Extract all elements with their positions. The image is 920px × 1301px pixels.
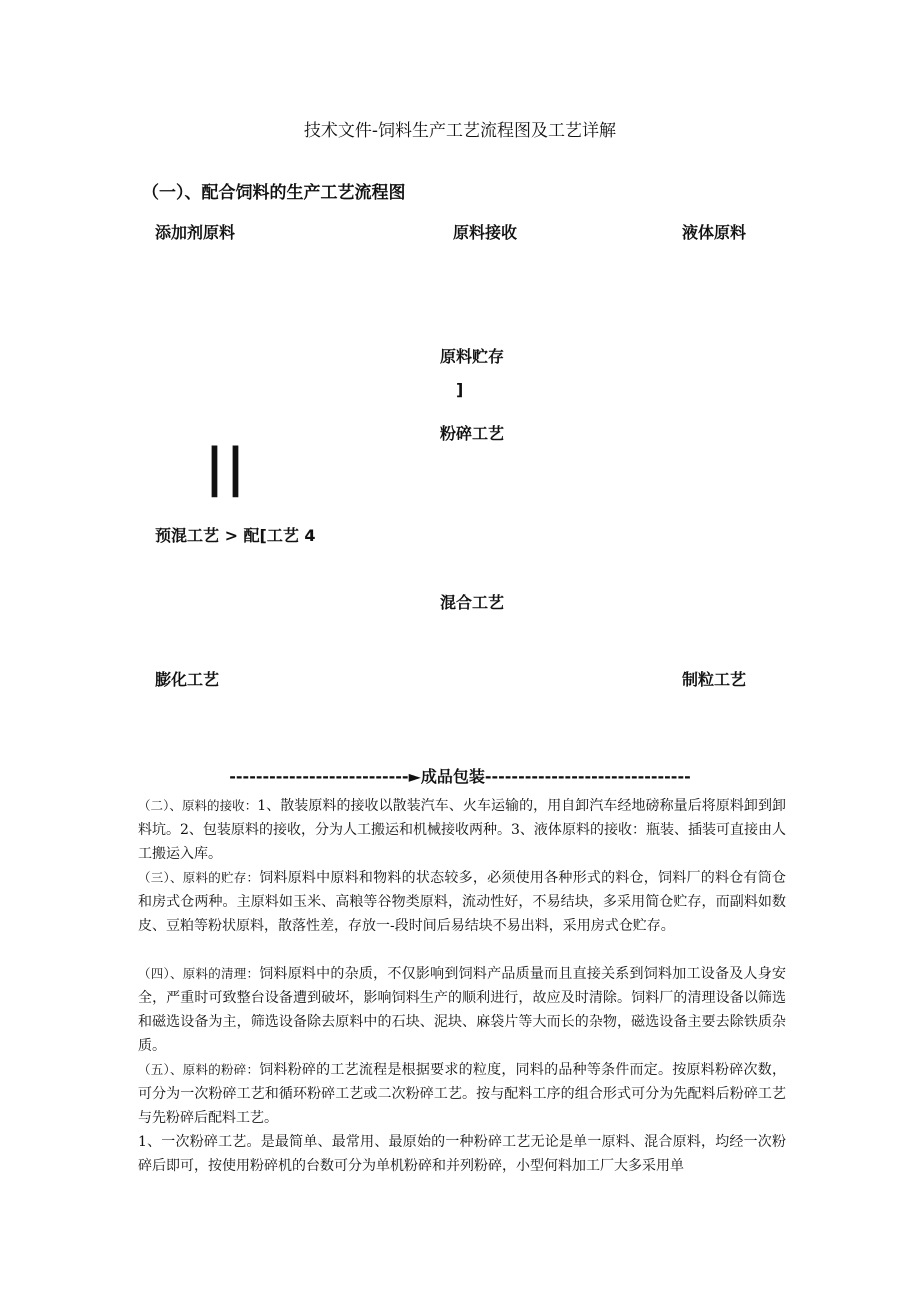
flow-node-mixing: 混合工艺 (440, 593, 505, 612)
flow-node-puffing: 膨化工艺 (155, 670, 220, 689)
paragraph-text: 饲料原料中的杂质，不仅影响到饲料产品质量而且直接关系到饲料加工设备及人身安全，严重时可致整台设备遭到破坏，影响饲料生产的顺利进行，故应及时清除。饲料厂的清理设备以筛选和磁选设备为主，筛选设备除去原料中的石块、泥块、麻袋片等大而长的杂物，磁选设备主要去除铁质杂质。 (138, 966, 786, 1054)
flow-node-pelleting: 制粒工艺 (682, 670, 747, 689)
paragraph-lead: （三）、原料的贮存： (138, 870, 260, 885)
flow-node-liquid: 液体原料 (682, 223, 747, 242)
paragraph-lead: （二）、原料的接收： (138, 798, 258, 813)
paragraph-receiving (138, 794, 786, 866)
flow-node-premix: 预混工艺 > 配[工艺 4 (155, 526, 316, 545)
paragraph-text: 1、一次粉碎工艺。是最简单、最常用、最原始的一种粉碎工艺无论是单一原料、混合原料，均经一次粉碎后即可，按使用粉碎机的台数可分为单机粉碎和并列粉碎，小型何料加工厂大多采用单 (138, 1134, 786, 1174)
paragraph-text: 饲料粉碎的工艺流程是根据要求的粒度，同料的品种等条件而定。按原料粉碎次数，可分为一次粉碎工艺和循环粉碎工艺或二次粉碎工艺。按与配料工序的组合形式可分为先配料后粉碎工艺与先粉碎后配料工艺。 (138, 1062, 786, 1126)
paragraph-lead: （四）、原料的清理： (138, 966, 260, 981)
paragraph-single-grinding (138, 1130, 786, 1178)
flow-node-packaging: ---------------------------►成品包装------------------------------- (229, 767, 691, 786)
paragraph-grinding (138, 1058, 786, 1130)
flow-node-receive: 原料接收 (453, 223, 518, 242)
paragraph-lead: （五）、原料的粉碎： (138, 1062, 260, 1077)
flow-node-grinding: 粉碎工艺 (440, 424, 505, 443)
paragraph-cleaning (138, 962, 786, 1058)
flow-connector-bars: || (205, 438, 247, 498)
flow-node-additive: 添加剂原料 (155, 223, 236, 242)
flow-node-storage: 原料贮存 (440, 347, 505, 366)
section-heading-flowchart: （一）、配合饲料的生产工艺流程图 (142, 183, 406, 203)
paragraph-storage (138, 866, 786, 938)
paragraph-text: 饲料原料中原料和物料的状态较多，必须使用各种形式的料仓，饲料厂的料仓有筒仓和房式仓两种。主原料如玉米、高粮等谷物类原料，流动性好，不易结块，多采用简仓贮存，而副料如数皮、豆粕等粉状原料，散落性差，存放一-段时间后易结块不易出料，采用房式仓贮存。 (138, 870, 786, 934)
flow-connector-bracket: ] (456, 380, 464, 399)
document-title: 技术文件-饲料生产工艺流程图及工艺详解 (303, 121, 617, 141)
paragraph-text: 1、散装原料的接收以散装汽车、火车运输的，用自卸汽车经地磅称量后将原料卸到卸料坑。2、包装原料的接收，分为人工搬运和机械接收两种。3、液体原料的接收：瓶装、插装可直接由人工搬运入库。 (138, 798, 786, 862)
